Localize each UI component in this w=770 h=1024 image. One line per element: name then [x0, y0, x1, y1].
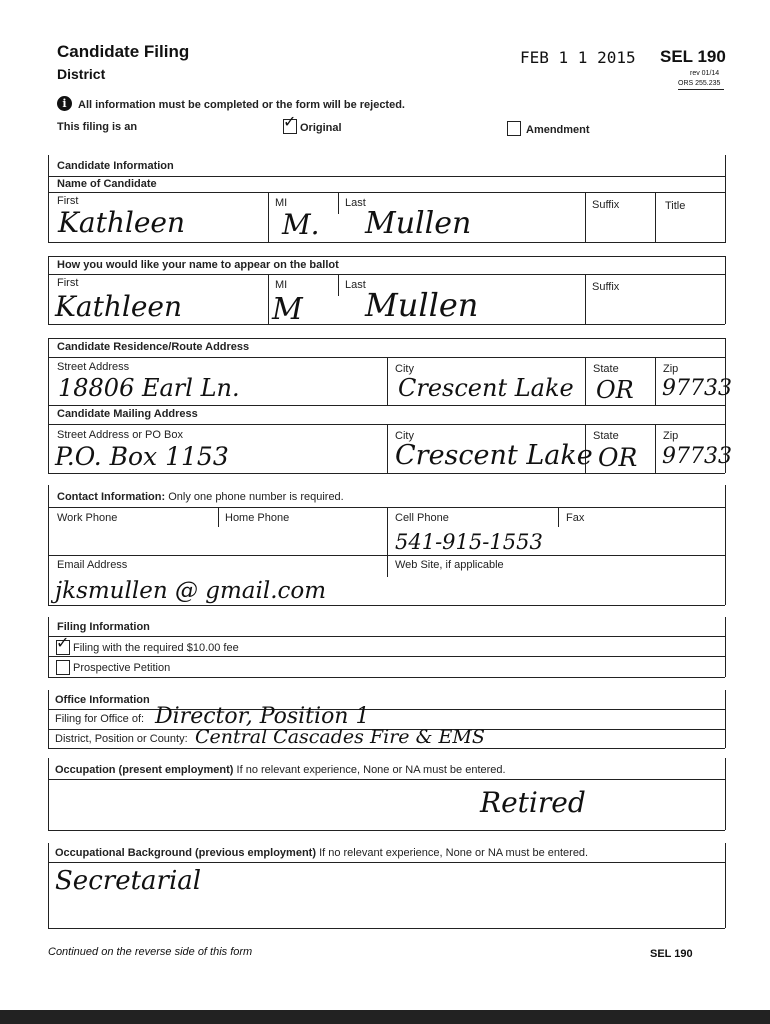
name-of-candidate-heading: Name of Candidate: [57, 178, 157, 190]
mailing-street-label: Street Address or PO Box: [57, 429, 183, 441]
prospective-petition-checkbox[interactable]: [56, 660, 70, 675]
website-label: Web Site, if applicable: [395, 559, 504, 571]
fax-label: Fax: [566, 512, 585, 524]
mi-label: MI: [275, 197, 288, 209]
mailing-state-value[interactable]: OR: [598, 443, 638, 472]
scan-bottom-edge: [0, 1010, 770, 1024]
ballot-last-name[interactable]: Mullen: [365, 286, 479, 324]
info-icon: i: [57, 96, 72, 111]
home-phone-label: Home Phone: [225, 512, 290, 524]
ballot-middle-initial[interactable]: M: [272, 292, 303, 327]
work-phone-label: Work Phone: [57, 512, 118, 524]
mailing-state-label: State: [593, 430, 619, 442]
background-heading-rest: If no relevant experience, None or NA must be entered.: [319, 847, 589, 859]
info-notice: All information must be completed or the form will be rejected.: [78, 99, 405, 111]
mailing-heading: Candidate Mailing Address: [57, 408, 198, 420]
office-label: Filing for Office of:: [55, 713, 145, 725]
filing-heading: Filing Information: [57, 621, 150, 633]
checkmark-icon: ✓: [56, 635, 70, 652]
last-name-label: Last: [345, 197, 366, 209]
mailing-city-value[interactable]: Crescent Lake: [395, 440, 593, 471]
mailing-zip-label: Zip: [663, 430, 679, 442]
background-heading-bold: Occupational Background (previous employment): [55, 847, 316, 859]
ballot-name-heading: How you would like your name to appear on the ballot: [57, 259, 339, 271]
mailing-city-label: City: [395, 430, 414, 442]
footer-form-code: SEL 190: [650, 948, 693, 960]
ballot-mi-label: MI: [275, 279, 288, 291]
district-value[interactable]: Central Cascades Fire & EMS: [195, 726, 485, 748]
candidate-first-name[interactable]: Kathleen: [58, 206, 186, 239]
suffix-label: Suffix: [592, 199, 620, 211]
residence-city-label: City: [395, 363, 414, 375]
candidate-last-name[interactable]: Mullen: [365, 206, 472, 241]
candidate-info-heading: Candidate Information: [57, 160, 174, 172]
office-heading: Office Information: [55, 694, 150, 706]
filing-fee-label: Filing with the required $10.00 fee: [73, 642, 239, 654]
amendment-label: Amendment: [526, 124, 590, 136]
ballot-first-label: First: [57, 277, 79, 289]
occupation-heading-bold: Occupation (present employment): [55, 764, 234, 776]
mailing-street-value[interactable]: P.O. Box 1153: [55, 442, 229, 471]
filing-type-label: This filing is an: [57, 121, 138, 133]
amendment-checkbox[interactable]: [507, 121, 521, 136]
form-code: SEL 190: [660, 47, 726, 66]
contact-heading: [57, 491, 344, 503]
residence-street-value[interactable]: 18806 Earl Ln.: [58, 374, 240, 402]
occupation-heading-rest: If no relevant experience, None or NA must be entered.: [236, 764, 506, 776]
cell-phone-value[interactable]: 541-915-1553: [395, 530, 543, 554]
form-subtitle: District: [57, 66, 106, 82]
checkmark-icon: ✓: [283, 114, 297, 131]
email-value[interactable]: jksmullen @ gmail.com: [55, 578, 327, 604]
prospective-petition-label: Prospective Petition: [73, 662, 171, 674]
district-label: District, Position or County:: [55, 733, 188, 745]
background-value[interactable]: Secretarial: [55, 866, 202, 896]
residence-state-label: State: [593, 363, 619, 375]
residence-city-value[interactable]: Crescent Lake: [398, 374, 574, 402]
office-value[interactable]: Director, Position 1: [155, 704, 370, 729]
contact-heading-bold: Contact Information:: [57, 491, 166, 503]
residence-state-value[interactable]: OR: [596, 376, 634, 404]
cell-phone-label: Cell Phone: [395, 512, 449, 524]
candidate-middle-initial[interactable]: M.: [282, 208, 320, 241]
residence-street-label: Street Address: [57, 361, 130, 373]
ballot-last-label: Last: [345, 279, 366, 291]
email-label: Email Address: [57, 559, 128, 571]
ballot-suffix-label: Suffix: [592, 281, 620, 293]
title-label: Title: [665, 200, 686, 212]
residence-zip-value[interactable]: 97733: [662, 376, 732, 401]
occupation-heading: [55, 764, 506, 776]
revision-note: rev 01/14: [690, 70, 720, 77]
contact-heading-rest: Only one phone number is required.: [168, 491, 344, 503]
occupation-value[interactable]: Retired: [480, 786, 586, 819]
residence-zip-label: Zip: [663, 363, 679, 375]
statute-note: ORS 255.235: [678, 80, 721, 87]
continued-note: Continued on the reverse side of this form: [48, 946, 253, 958]
received-date-stamp: FEB 1 1 2015: [520, 48, 636, 67]
original-label: Original: [300, 122, 342, 134]
form-title: Candidate Filing: [57, 42, 190, 61]
mailing-zip-value[interactable]: 97733: [662, 444, 732, 469]
ballot-first-name[interactable]: Kathleen: [55, 290, 183, 323]
residence-heading: Candidate Residence/Route Address: [57, 341, 250, 353]
background-heading: [55, 847, 588, 859]
first-name-label: First: [57, 195, 79, 207]
